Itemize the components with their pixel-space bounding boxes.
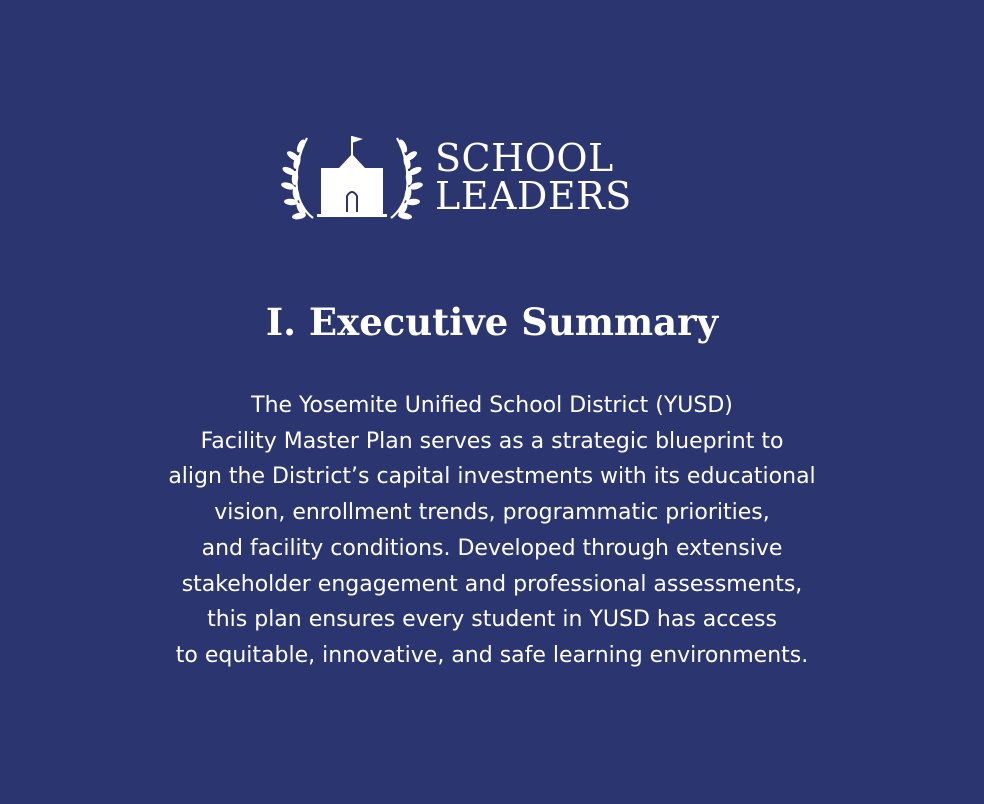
summary-line: The Yosemite Unified School District (YUSD) bbox=[251, 393, 733, 418]
section-heading: I. Executive Summary bbox=[265, 300, 719, 344]
summary-line: to equitable, innovative, and safe learning environments. bbox=[175, 642, 809, 668]
summary-line: this plan ensures every student in YUSD has access bbox=[207, 607, 777, 633]
school-leaders-logo bbox=[279, 132, 669, 222]
logo-wordmark bbox=[435, 136, 632, 218]
summary-line: stakeholder engagement and professional assessments, bbox=[181, 571, 803, 597]
summary-line: vision, enrollment trends, programmatic priorities, bbox=[214, 500, 770, 526]
summary-line: Facility Master Plan serves as a strategic blueprint to bbox=[200, 428, 784, 454]
summary-line: and facility conditions. Developed through extensive bbox=[201, 535, 783, 561]
logo-line-leaders: LEADERS bbox=[435, 174, 632, 218]
executive-summary-text bbox=[120, 388, 864, 674]
logo-line-school: SCHOOL bbox=[435, 136, 614, 180]
schoolhouse-with-laurel-icon bbox=[279, 132, 425, 222]
summary-line: align the District’s capital investments with its educational bbox=[168, 464, 816, 490]
